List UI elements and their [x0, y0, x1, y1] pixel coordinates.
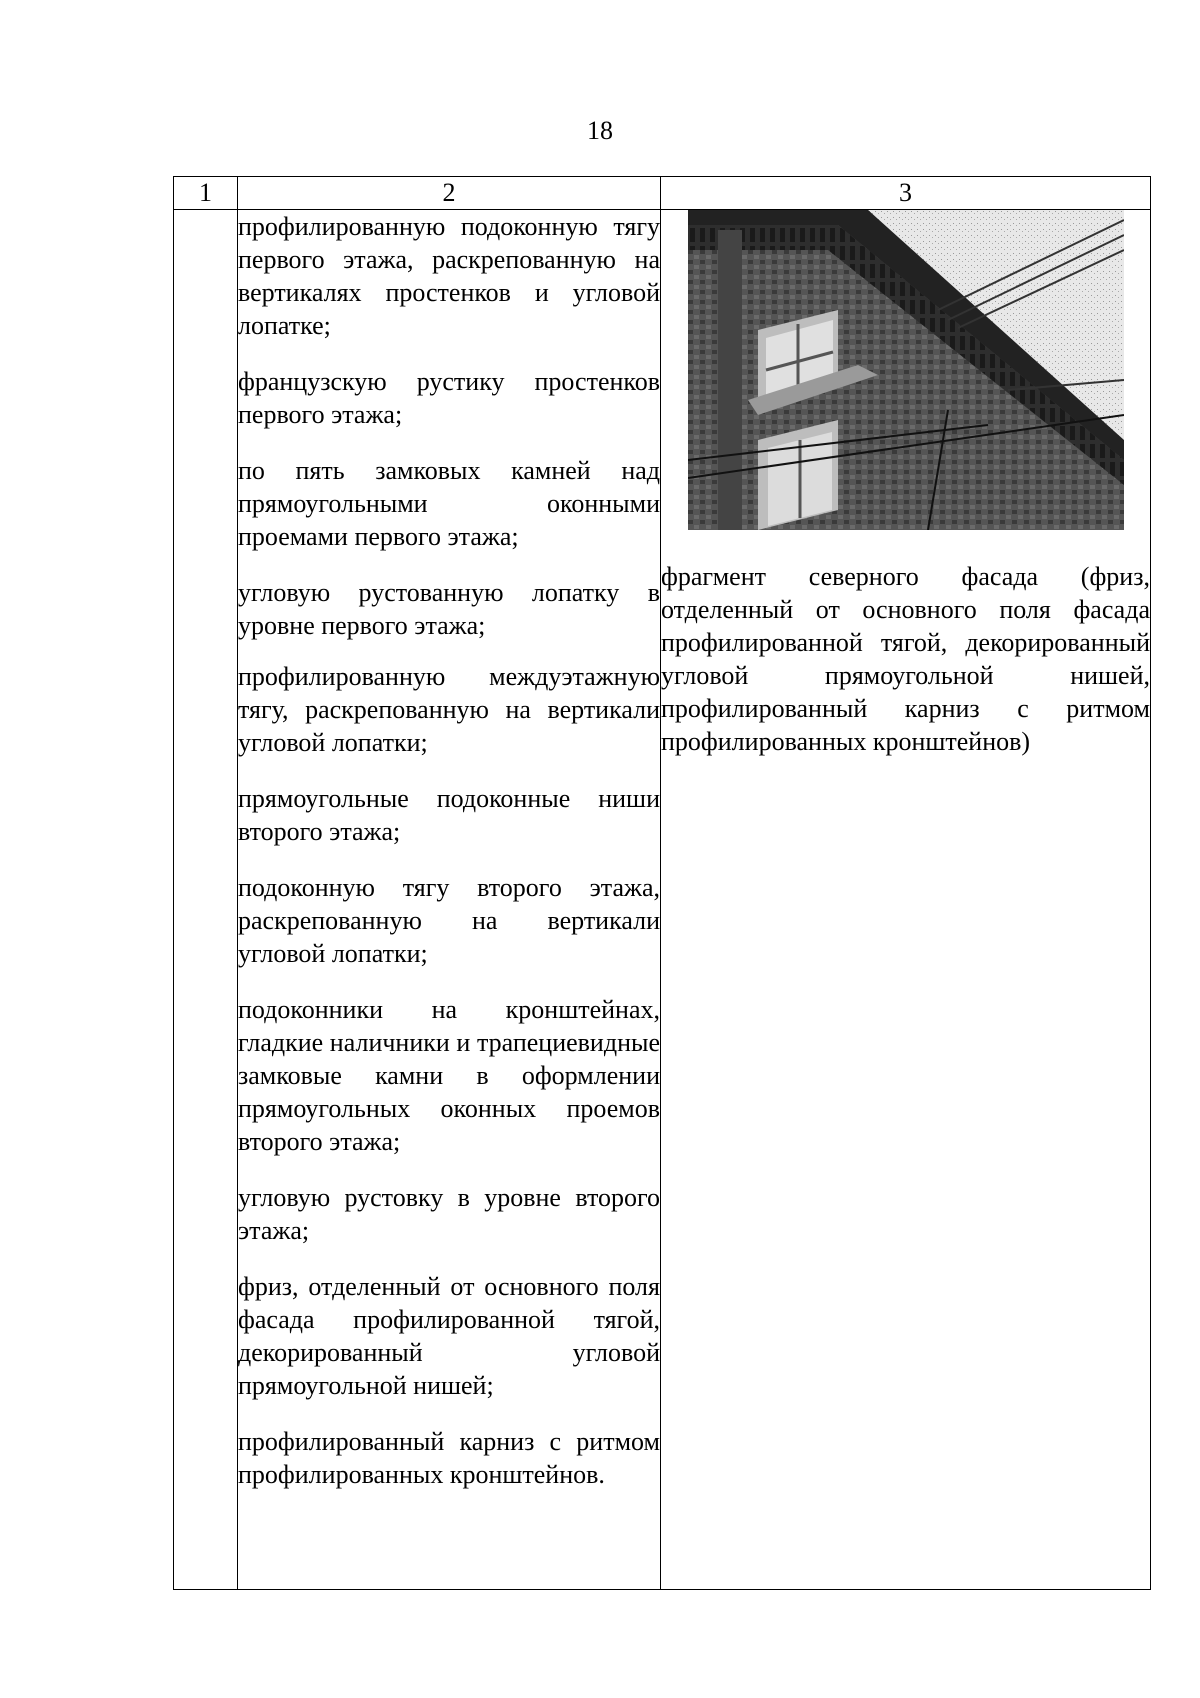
- list-item: прямоугольные подоконные ниши второго этажа;: [238, 784, 660, 846]
- page-number: 18: [587, 116, 613, 145]
- list-item: подоконники на кронштейнах, гладкие наличники и трапециевидные замковые камни в оформлении прямоугольных оконных проемов второго этажа;: [238, 995, 660, 1156]
- column-header-3: 3: [661, 177, 1151, 210]
- list-item: фриз, отделенный от основного поля фасада профилированной тягой, декорированный угловой прямоугольной нишей;: [238, 1272, 660, 1400]
- column-header-2: 2: [238, 177, 661, 210]
- photo-caption: фрагмент северного фасада (фриз, отделенный от основного поля фасада профилированной тягой, декорированный угловой прямоугольной нишей, профилированный карниз с ритмом профилированных кронштейнов): [661, 562, 1150, 756]
- list-item: угловую рустованную лопатку в уровне первого этажа;: [238, 578, 660, 640]
- list-item: профилированный карниз с ритмом профилированных кронштейнов.: [238, 1427, 660, 1489]
- facade-photo: [688, 210, 1124, 530]
- row-number-cell: [174, 210, 238, 1590]
- column-header-1: 1: [174, 177, 238, 210]
- photo-cell: [661, 210, 1151, 1590]
- list-item: подоконную тягу второго этажа, раскрепованную на вертикали угловой лопатки;: [238, 873, 660, 968]
- list-item: профилированную междуэтажную тягу, раскрепованную на вертикали угловой лопатки;: [238, 662, 660, 757]
- elements-list-cell: [238, 210, 661, 1590]
- list-item: угловую рустовку в уровне второго этажа;: [238, 1183, 660, 1245]
- list-item: профилированную подоконную тягу первого этажа, раскрепованную на вертикалях простенков и угловой лопатке;: [238, 212, 660, 340]
- description-table: [173, 176, 1151, 1590]
- list-item: французскую рустику простенков первого этажа;: [238, 367, 660, 429]
- table-row: [174, 210, 1151, 1590]
- list-item: по пять замковых камней над прямоугольными оконными проемами первого этажа;: [238, 456, 660, 551]
- table-header-row: [174, 177, 1151, 210]
